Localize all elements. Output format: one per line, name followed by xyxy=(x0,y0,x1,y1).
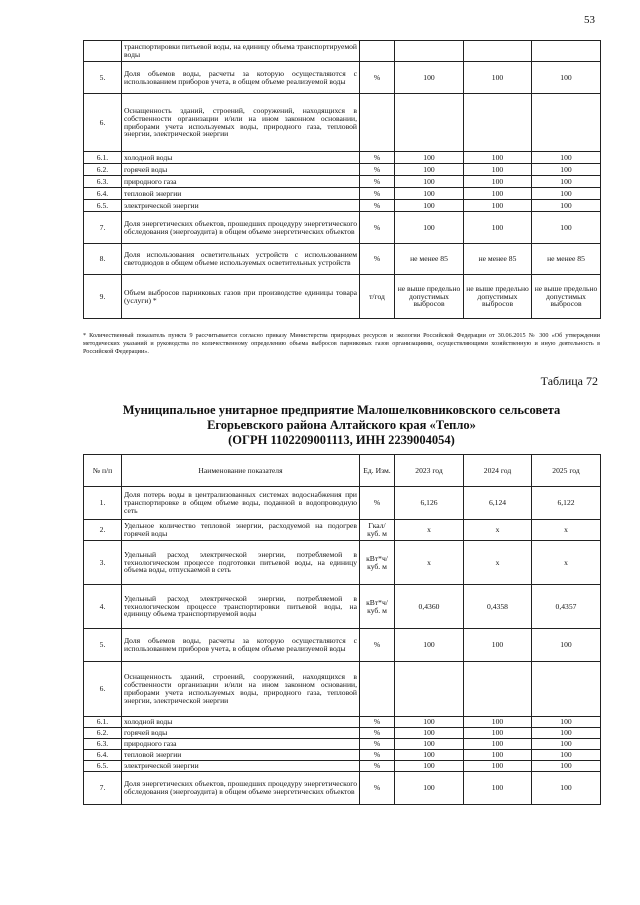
row-number: 5. xyxy=(84,62,122,94)
row-number: 4. xyxy=(84,585,122,629)
row-indicator-name: холодной воды xyxy=(122,717,360,728)
row-value-year-2: 100 xyxy=(464,739,532,750)
row-unit: т/год xyxy=(360,275,395,319)
row-value-year-3: 100 xyxy=(532,629,601,662)
row-indicator-name: Доля объемов воды, расчеты за которую осуществляются с использованием приборов учета, в общем объеме реализуемой воды xyxy=(122,62,360,94)
row-number: 9. xyxy=(84,275,122,319)
row-value-year-2: 6,124 xyxy=(464,487,532,520)
row-value-year-3: 6,122 xyxy=(532,487,601,520)
row-indicator-name: Оснащенность зданий, строений, сооружений, находящихся в собственности организации и/или на ином законном основании, приборами учета используемых воды, природного газа, тепловой энергии, электрической энергии xyxy=(122,94,360,152)
row-indicator-name: электрической энергии xyxy=(122,761,360,772)
row-number: 5. xyxy=(84,629,122,662)
row-value-year-1: 100 xyxy=(395,728,464,739)
row-indicator-name: тепловой энергии xyxy=(122,750,360,761)
indicators-table-continued xyxy=(83,40,601,319)
table-row xyxy=(84,176,601,188)
header-year-2: 2024 год xyxy=(464,455,532,487)
row-unit: % xyxy=(360,152,395,164)
header-unit: Ед. Изм. xyxy=(360,455,395,487)
row-value-year-3: x xyxy=(532,541,601,585)
row-unit xyxy=(360,94,395,152)
row-value-year-1: 100 xyxy=(395,62,464,94)
table-header-row xyxy=(84,455,601,487)
row-indicator-name: Доля энергетических объектов, прошедших процедуру энергетического обследования (энергоаудита) в общем объеме энергетических объектов xyxy=(122,772,360,805)
row-value-year-3 xyxy=(532,41,601,62)
row-indicator-name: горячей воды xyxy=(122,728,360,739)
table-row xyxy=(84,200,601,212)
row-value-year-3: 100 xyxy=(532,200,601,212)
table-row xyxy=(84,62,601,94)
row-value-year-1 xyxy=(395,41,464,62)
row-indicator-name: Доля энергетических объектов, прошедших процедуру энергетического обследования (энергоаудита) в общем объеме энергетических объектов xyxy=(122,212,360,244)
row-indicator-name: Доля использования осветительных устройств с использованием светодиодов в общем объеме используемых осветительных устройств xyxy=(122,244,360,275)
row-value-year-2: 100 xyxy=(464,188,532,200)
row-value-year-3: 100 xyxy=(532,164,601,176)
table-row xyxy=(84,487,601,520)
row-number: 6.1. xyxy=(84,152,122,164)
row-value-year-2: 100 xyxy=(464,212,532,244)
row-value-year-2: 100 xyxy=(464,717,532,728)
table-row xyxy=(84,772,601,805)
row-indicator-name: Удельный расход электрической энергии, потребляемой в технологическом процессе подготовки питьевой воды, на единицу объема воды, отпускаемой в сеть xyxy=(122,541,360,585)
row-indicator-name: Удельное количество тепловой энергии, расходуемой на подогрев горячей воды xyxy=(122,520,360,541)
row-value-year-2: x xyxy=(464,541,532,585)
row-value-year-1: 100 xyxy=(395,761,464,772)
table-row xyxy=(84,520,601,541)
row-unit: % xyxy=(360,176,395,188)
row-value-year-2: 100 xyxy=(464,772,532,805)
table-row xyxy=(84,739,601,750)
row-indicator-name: транспортировки питьевой воды, на единицу объема транспортируемой воды xyxy=(122,41,360,62)
row-indicator-name: холодной воды xyxy=(122,152,360,164)
row-value-year-3: 100 xyxy=(532,212,601,244)
row-number: 6.1. xyxy=(84,717,122,728)
row-value-year-1: 100 xyxy=(395,772,464,805)
row-value-year-3: 100 xyxy=(532,728,601,739)
row-value-year-3: 100 xyxy=(532,761,601,772)
row-number: 6.3. xyxy=(84,176,122,188)
row-value-year-1: 0,4360 xyxy=(395,585,464,629)
row-indicator-name: Доля потерь воды в централизованных системах водоснабжения при транспортировке в общем объеме воды, поданной в водопроводную сеть xyxy=(122,487,360,520)
row-unit: % xyxy=(360,728,395,739)
row-value-year-2: 100 xyxy=(464,176,532,188)
row-value-year-1: не выше предельно допустимых выбросов xyxy=(395,275,464,319)
row-indicator-name: тепловой энергии xyxy=(122,188,360,200)
row-value-year-3 xyxy=(532,94,601,152)
row-value-year-1: 6,126 xyxy=(395,487,464,520)
row-unit: % xyxy=(360,62,395,94)
row-indicator-name: Доля объемов воды, расчеты за которую осуществляются с использованием приборов учета, в общем объеме реализуемой воды xyxy=(122,629,360,662)
row-value-year-2 xyxy=(464,41,532,62)
row-indicator-name: природного газа xyxy=(122,176,360,188)
row-number: 6.2. xyxy=(84,164,122,176)
row-unit: % xyxy=(360,739,395,750)
row-number xyxy=(84,41,122,62)
row-value-year-2: не выше предельно допустимых выбросов xyxy=(464,275,532,319)
row-indicator-name: электрической энергии xyxy=(122,200,360,212)
row-value-year-3: 100 xyxy=(532,176,601,188)
row-value-year-2: 100 xyxy=(464,62,532,94)
row-value-year-1: 100 xyxy=(395,212,464,244)
row-value-year-1: 100 xyxy=(395,750,464,761)
row-number: 6.5. xyxy=(84,200,122,212)
row-value-year-2: 100 xyxy=(464,152,532,164)
row-number: 6. xyxy=(84,94,122,152)
row-unit: % xyxy=(360,717,395,728)
row-value-year-2 xyxy=(464,662,532,717)
header-year-3: 2025 год xyxy=(532,455,601,487)
row-number: 8. xyxy=(84,244,122,275)
row-value-year-3: x xyxy=(532,520,601,541)
row-value-year-1: 100 xyxy=(395,629,464,662)
row-value-year-1: 100 xyxy=(395,200,464,212)
footnote: * Количественный показатель пункта 9 рассчитывается согласно приказу Министерства природных ресурсов и экологии Российской Федерации от 30.06.2015 № 300 «Об утверждении методических указаний и руководства по количественному определению объема выбросов парниковых газов организациями, осуществляющими хозяйственную и иную деятельность в Российской Федерации». xyxy=(83,332,600,355)
organization-title xyxy=(83,403,600,448)
header-num: № п/п xyxy=(84,455,122,487)
row-number: 1. xyxy=(84,487,122,520)
row-value-year-3 xyxy=(532,662,601,717)
table-row xyxy=(84,629,601,662)
row-value-year-2: 100 xyxy=(464,629,532,662)
row-value-year-1: x xyxy=(395,520,464,541)
row-value-year-1: x xyxy=(395,541,464,585)
row-value-year-2: не менее 85 xyxy=(464,244,532,275)
row-value-year-3: 0,4357 xyxy=(532,585,601,629)
row-unit: % xyxy=(360,772,395,805)
row-number: 2. xyxy=(84,520,122,541)
row-value-year-3: не менее 85 xyxy=(532,244,601,275)
row-unit: Гкал/ куб. м xyxy=(360,520,395,541)
row-unit: % xyxy=(360,212,395,244)
row-number: 6.2. xyxy=(84,728,122,739)
table-row xyxy=(84,188,601,200)
row-value-year-1: 100 xyxy=(395,188,464,200)
row-value-year-1: 100 xyxy=(395,176,464,188)
row-value-year-3: 100 xyxy=(532,152,601,164)
row-number: 3. xyxy=(84,541,122,585)
page-number: 53 xyxy=(584,14,595,26)
row-unit: % xyxy=(360,164,395,176)
row-unit: % xyxy=(360,200,395,212)
row-unit: кВт*ч/ куб. м xyxy=(360,585,395,629)
row-unit: % xyxy=(360,244,395,275)
table-row xyxy=(84,585,601,629)
row-indicator-name: Удельный расход электрической энергии, потребляемой в технологическом процессе транспортировки питьевой воды, на единицу объема транспортируемой воды xyxy=(122,585,360,629)
row-value-year-2: 0,4358 xyxy=(464,585,532,629)
row-value-year-1 xyxy=(395,94,464,152)
row-value-year-2: 100 xyxy=(464,750,532,761)
row-unit: % xyxy=(360,188,395,200)
row-number: 7. xyxy=(84,212,122,244)
row-value-year-2: 100 xyxy=(464,728,532,739)
row-value-year-1: 100 xyxy=(395,717,464,728)
table-row xyxy=(84,244,601,275)
row-number: 6.4. xyxy=(84,750,122,761)
header-year-1: 2023 год xyxy=(395,455,464,487)
row-value-year-1: 100 xyxy=(395,164,464,176)
table-row xyxy=(84,212,601,244)
row-value-year-2: 100 xyxy=(464,164,532,176)
organization-title-line-2: Егорьевского района Алтайского края «Тепло» xyxy=(207,418,476,432)
row-number: 6.4. xyxy=(84,188,122,200)
row-unit: % xyxy=(360,761,395,772)
row-indicator-name: Оснащенность зданий, строений, сооружений, находящихся в собственности организации и/или на ином законном основании, приборами учета используемых воды, природного газа, тепловой энергии, электрической энергии xyxy=(122,662,360,717)
row-value-year-1: 100 xyxy=(395,152,464,164)
row-value-year-2: 100 xyxy=(464,200,532,212)
indicators-table xyxy=(83,454,601,805)
table-row xyxy=(84,728,601,739)
row-value-year-2: x xyxy=(464,520,532,541)
table-row xyxy=(84,750,601,761)
table-label: Таблица 72 xyxy=(540,374,598,388)
row-number: 6.5. xyxy=(84,761,122,772)
table-row xyxy=(84,662,601,717)
table-row xyxy=(84,275,601,319)
row-unit: % xyxy=(360,487,395,520)
header-name: Наименование показателя xyxy=(122,455,360,487)
row-unit xyxy=(360,662,395,717)
row-indicator-name: природного газа xyxy=(122,739,360,750)
table-row xyxy=(84,152,601,164)
row-value-year-3: 100 xyxy=(532,772,601,805)
organization-title-line-1: Муниципальное унитарное предприятие Малошелковниковского сельсовета xyxy=(122,403,561,417)
row-value-year-2 xyxy=(464,94,532,152)
row-value-year-3: 100 xyxy=(532,750,601,761)
row-unit xyxy=(360,41,395,62)
row-value-year-3: не выше предельно допустимых выбросов xyxy=(532,275,601,319)
row-number: 6.3. xyxy=(84,739,122,750)
table-row xyxy=(84,164,601,176)
row-unit: кВт*ч/ куб. м xyxy=(360,541,395,585)
row-unit: % xyxy=(360,750,395,761)
row-value-year-1: 100 xyxy=(395,739,464,750)
row-value-year-3: 100 xyxy=(532,62,601,94)
row-indicator-name: горячей воды xyxy=(122,164,360,176)
organization-title-line-3: (ОГРН 1102209001113, ИНН 2239004054) xyxy=(228,433,455,447)
row-number: 6. xyxy=(84,662,122,717)
row-value-year-3: 100 xyxy=(532,188,601,200)
table-row xyxy=(84,541,601,585)
row-value-year-1 xyxy=(395,662,464,717)
table-row xyxy=(84,717,601,728)
row-value-year-3: 100 xyxy=(532,739,601,750)
row-indicator-name: Объем выбросов парниковых газов при производстве единицы товара (услуги) * xyxy=(122,275,360,319)
row-number: 7. xyxy=(84,772,122,805)
row-value-year-1: не менее 85 xyxy=(395,244,464,275)
row-value-year-2: 100 xyxy=(464,761,532,772)
table-row xyxy=(84,761,601,772)
row-value-year-3: 100 xyxy=(532,717,601,728)
table-row xyxy=(84,94,601,152)
row-unit: % xyxy=(360,629,395,662)
table-row xyxy=(84,41,601,62)
